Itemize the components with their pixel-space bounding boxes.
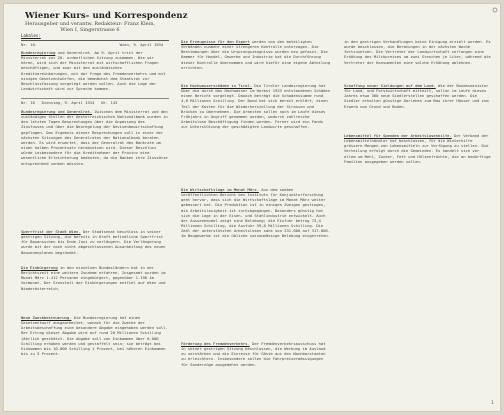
staple-mark-icon (492, 7, 498, 13)
article-body: in den gestrigen Verhandlungen keine Einigung erzielt werden. Es wurde beschlossen, die Beratungen in der nächsten Woche fortzusetzen. Die Vertreter der Landwirtschaft verlangen eine Erhöhung des Milchpreises um zwei Groschen je Liter, während die Vertreter der Konsumenten eine solche Erhöhung ablehnen. (344, 39, 494, 65)
article-body: Die Tiroler Landesregierung hat über die durch das Hochwasser im Herbst 1933 entstandenen Schäden einen Bericht vorgelegt. Danach beträgt die Schadenssumme rund 4,8 Millionen Schilling. Der Bund hat sich bereit erklärt, einen Teil der Kosten für die Wiederherstellung der Strassen und Brücken zu übernehmen. Die Arbeiten sollen noch im Laufe dieses Frühjahrs in Angriff genommen werden, wodurch zahlreiche Arbeitslose Beschäftigung finden werden. Ferner wird ein Fonds zur Unterstützung der geschädigten Landwirte geschaffen. (181, 83, 333, 130)
article-body: Die Bundesregierung hat einen Gesetzentwurf ausgearbeitet, wonach für die Zwecke der Arbeitsbeschaffung eine besondere Abgabe eingehoben werden soll. Der Ertrag dieser Abgabe wird auf rund 20 Millionen Schilling jährlich geschätzt. Die Abgabe soll von Einkommen über 6.000 Schilling erhoben werden und gestaffelt sein; sie beträgt bei Einkommen bis 10.000 Schilling 1 Prozent, bei höheren Einkommen bis zu 3 Prozent. (21, 315, 171, 357)
article-siedlungen (344, 83, 492, 129)
article-hochwasser (181, 83, 331, 183)
article-heading: Lebensmittel für Spenden der Arbeitslosenhilfe. (344, 133, 452, 138)
article-lebensmittel (344, 133, 492, 189)
article-body: Aus dem soeben veröffentlichten Bericht des Instituts für Konjunkturforschung geht hervor, dass sich die Wirtschaftslage im Monat März weiter gebessert hat. Die Produktion ist in einigen Zweigen gestiegen, die Arbeitslosigkeit ist zurückgegangen. Besonders günstig hat sich die Lage in der Eisen- und Stahlindustrie entwickelt. Auch der Aussenhandel zeigt eine Belebung; die Einfuhr betrug 73,4 Millionen Schilling, die Ausfuhr 59,8 Millionen Schilling. Die Zahl der unterstützten Arbeitslosen sank von 331.000 auf 317.000. Im Baugewerbe ist die übliche saisonmässige Belebung eingetreten. (181, 187, 333, 239)
article-body: und Generalrat. Am 9. April tritt der Ministerrat zur 20. ordentlichen Sitzung zusammen. Wie wir hören, wird sich der Ministerrat mit wirtschaftlichen Fragen beschäftigen, und zwar mit den ausländischen Kreditvereinbarungen, mit der Frage des Fremdenverkehrs und mit einigen Gesetzentwürfen, die demnächst dem Staatsrat zur Beschlussfassung vorgelegt werden sollen. Auch die Lage der Landwirtschaft wird zur Sprache kommen. (21, 50, 168, 92)
article-heading: Bundesregierung und Generalrat. (21, 109, 93, 114)
masthead-divider (21, 40, 169, 41)
article-einbuergerung (21, 265, 169, 313)
section-divider (21, 98, 169, 99)
article-heading: Die Einbürgerung (21, 265, 58, 270)
article-sperrfrist (21, 229, 169, 261)
article-heading: Die Wirtschaftslage im Monat März. (181, 187, 259, 192)
article-continued (344, 39, 492, 79)
article-body: werden von den beteiligten Verbänden nunmehr einer strengeren Kontrolle unterzogen. Die Bestimmungen über die Ursprungszeugnisse wurden neu gefasst. Die Kammer für Handel, Gewerbe und Industrie hat die Durchführung dieser Kontrolle übernommen und wird hiefür eine eigene Abteilung errichten. (181, 39, 333, 70)
article-heading: Schaffung neuer Sieldungen auf dem Land. (344, 83, 436, 88)
masthead-title: Wiener Kurs- und Korrespondenz (25, 11, 188, 21)
document-page (3, 3, 501, 412)
masthead (25, 11, 188, 33)
masthead-subtitle: Herausgeber und verantw. Redakteur: Franz Klein, (25, 21, 156, 27)
article-generalrat (21, 109, 169, 227)
article-body: Wie der Bundesminister für Land- und Forstwirtschaft mitteilt, sollen im Laufe dieses Jahres etwa 300 neue Siedlerstellen geschaffen werden. Die Siedler erhalten günstige Darlehen zum Bau ihrer Häuser und zum Erwerb von Grund und Boden. (344, 83, 491, 109)
article-body: Zwischen dem Ministerrat und den zuständigen Stellen der Oesterreichischen Nationalbank wurden in den letzten Tagen Besprechungen über die Anpassung des Zinsfusses und über die Neuregelung der Devisenbewirtschaftung gepflogen. Das Ergebnis dieser Besprechungen soll in einer der nächsten Sitzungen des Generalrates der Nationalbank beraten werden. Es wird erwartet, dass der Generalrat den Bankrate um einen halben Prozentsatz herabsetzen wird. Dieser Beschluss würde insbesondere für die Kreditnehmer der Provinz eine wesentliche Erleichterung bedeuten, da die Banken ihre Zinssätze entsprechend senken müssten. (21, 109, 171, 166)
article-zweckbesteuerung (21, 315, 169, 400)
masthead-address: Wien I, Singerstrasse 6 (60, 27, 120, 33)
issue-meta-2: Nr. 10 Dienstag, 9. April 1934 Nr. 143 (21, 100, 118, 105)
article-body: Der Stadtsenat beschloss in seiner gestrigen Sitzung, die bereits in Kraft befindliche Sperrfrist für Bauansuchen bis Ende Juni zu verlängern. Die Verlängerung wurde mit der noch nicht abgeschlossenen Ausarbeitung des neuen Bauzonenplanes begründet. (21, 229, 168, 255)
article-heading: Neue Zweckbesteuerung. (21, 315, 72, 320)
article-bundesregierung (21, 50, 169, 96)
section-label: Lokales: (21, 33, 41, 38)
article-heading: Die Hochwasserschäden in Tirol. (181, 83, 253, 88)
article-heading: Förderung des Fremdenverkehrs. (181, 341, 250, 346)
article-body: Der Fremdenverkehrsausschuss hat in seiner gestrigen Sitzung beschlossen, die Werbung im Ausland zu verstärken und die Einreise für Gäste aus den Nachbarstaaten zu erleichtern. Insbesondere sollen die Fahrpreisermässigungen für Sonderzüge ausgedehnt werden. (181, 341, 328, 367)
article-heading: Sperrfrist der Stadt Wien. (21, 229, 81, 234)
article-heading: Bundesregierung (21, 50, 56, 55)
article-heading: Die Erzeugnisse für den Export (181, 39, 250, 44)
article-export (181, 39, 331, 79)
article-body: in den einzelnen Bundesländern hat in der Berichtszeit eine weitere Zunahme erfahren. Insgesamt wurden im Monat März 1.412 Personen eingebürgert, gegenüber 1.190 im Vormonat. Der Grossteil der Einbürgerungen entfiel auf Wien und Niederösterreich. (21, 265, 168, 291)
article-body: Der Verband der Lebensmittelhändler hat beschlossen, für die Winterhilfe grössere Mengen von Lebensmitteln zur Verfügung zu stellen. Die Verteilung erfolgt durch die Gemeinden. Es handelt sich vor allem um Mehl, Zucker, Fett und Hülsenfrüchte, die an bedürftige Familien ausgegeben werden sollen. (344, 133, 494, 164)
issue-meta: Nr. 10. Wien, 9. April 1934 (21, 42, 164, 47)
page-number: 1 (491, 401, 494, 406)
article-fremdenverkehr (181, 341, 331, 401)
article-wirtschaftslage (181, 187, 331, 337)
